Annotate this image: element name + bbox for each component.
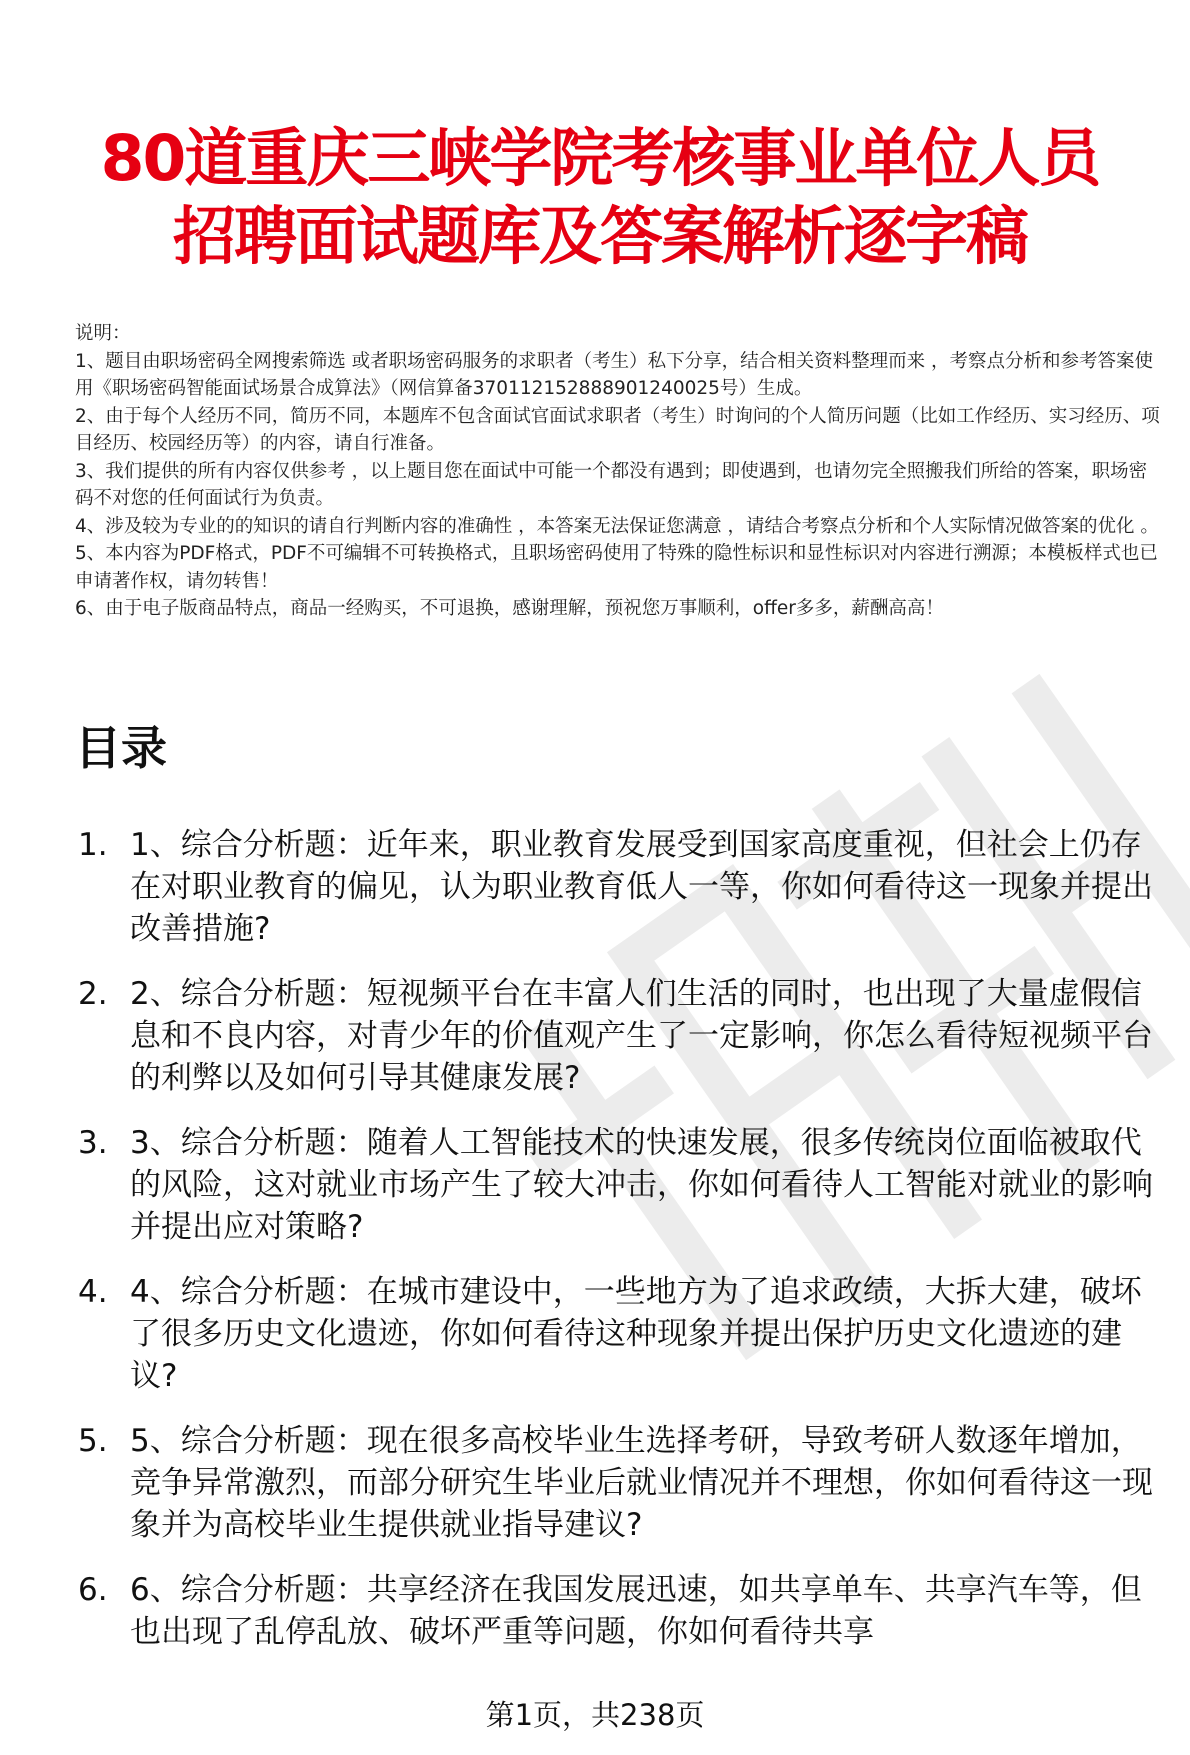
toc-item-text: 1、综合分析题：近年来，职业教育发展受到国家高度重视，但社会上仍存在对职业教育的偏见，认为职业教育低人一等，你如何看待这一现象并提出改善措施?	[130, 827, 1153, 947]
toc-list	[75, 824, 1165, 1676]
notes-heading: 说明：	[75, 323, 131, 344]
toc-item[interactable]	[75, 1420, 1165, 1546]
toc-item-number: 5.	[78, 1423, 108, 1459]
toc-item[interactable]	[75, 973, 1165, 1099]
note-item: 1、题目由职场密码全网搜索筛选 或者职场密码服务的求职者（考生）私下分享，结合相关资料整理而来 ，考察点分析和参考答案使用《职场密码智能面试场景合成算法》（网信算备370112152888901240025号）生成。	[75, 350, 1154, 399]
toc-item-number: 3.	[78, 1125, 108, 1161]
toc-item-number: 2.	[78, 976, 108, 1012]
toc-item[interactable]	[75, 1271, 1165, 1397]
toc-item-number: 1.	[78, 827, 108, 863]
toc-item-number: 6.	[78, 1572, 108, 1608]
toc-item[interactable]	[75, 824, 1165, 950]
note-item: 6、由于电子版商品特点，商品一经购买，不可退换，感谢理解，预祝您万事顺利，offer多多，薪酬高高！	[75, 598, 944, 619]
toc-item-text: 4、综合分析题：在城市建设中，一些地方为了追求政绩，大拆大建，破坏了很多历史文化遗迹，你如何看待这种现象并提出保护历史文化遗迹的建议?	[130, 1274, 1142, 1394]
toc-item-text: 5、综合分析题：现在很多高校毕业生选择考研，导致考研人数逐年增加，竞争异常激烈，而部分研究生毕业后就业情况并不理想，你如何看待这一现象并为高校毕业生提供就业指导建议?	[130, 1423, 1153, 1543]
toc-heading: 目录	[75, 721, 167, 775]
toc-item-text: 2、综合分析题：短视频平台在丰富人们生活的同时，也出现了大量虚假信息和不良内容，对青少年的价值观产生了一定影响，你怎么看待短视频平台的利弊以及如何引导其健康发展?	[130, 976, 1153, 1096]
note-item: 3、我们提供的所有内容仅供参考 ，以上题目您在面试中可能一个都没有遇到；即使遇到，也请勿完全照搬我们所给的答案，职场密码不对您的任何面试行为负责。	[75, 460, 1148, 509]
document-title: 80道重庆三峡学院考核事业单位人员招聘面试题库及答案解析逐字稿	[100, 122, 1100, 273]
toc-item[interactable]	[75, 1569, 1165, 1653]
note-item: 5、本内容为PDF格式，PDF不可编辑不可转换格式，且职场密码使用了特殊的隐性标识和显性标识对内容进行溯源；本模板样式也已申请著作权，请勿转售！	[75, 543, 1158, 592]
toc-item-text: 6、综合分析题：共享经济在我国发展迅速，如共享单车、共享汽车等，但也出现了乱停乱放、破坏严重等问题，你如何看待共享	[130, 1572, 1142, 1650]
page-number: 第1页，共238页	[485, 1698, 705, 1732]
note-item: 2、由于每个人经历不同，简历不同，本题库不包含面试官面试求职者（考生）时询问的个人简历问题（比如工作经历、实习经历、项目经历、校园经历等）的内容，请自行准备。	[75, 405, 1160, 454]
toc-item-text: 3、综合分析题：随着人工智能技术的快速发展，很多传统岗位面临被取代的风险，这对就业市场产生了较大冲击，你如何看待人工智能对就业的影响并提出应对策略?	[130, 1125, 1153, 1245]
note-item: 4、涉及较为专业的的知识的请自行判断内容的准确性 ，本答案无法保证您满意 ，请结合考察点分析和个人实际情况做答案的优化 。	[75, 515, 1159, 537]
toc-item-number: 4.	[78, 1274, 108, 1310]
toc-item[interactable]	[75, 1122, 1165, 1248]
notes-section	[75, 320, 1165, 623]
